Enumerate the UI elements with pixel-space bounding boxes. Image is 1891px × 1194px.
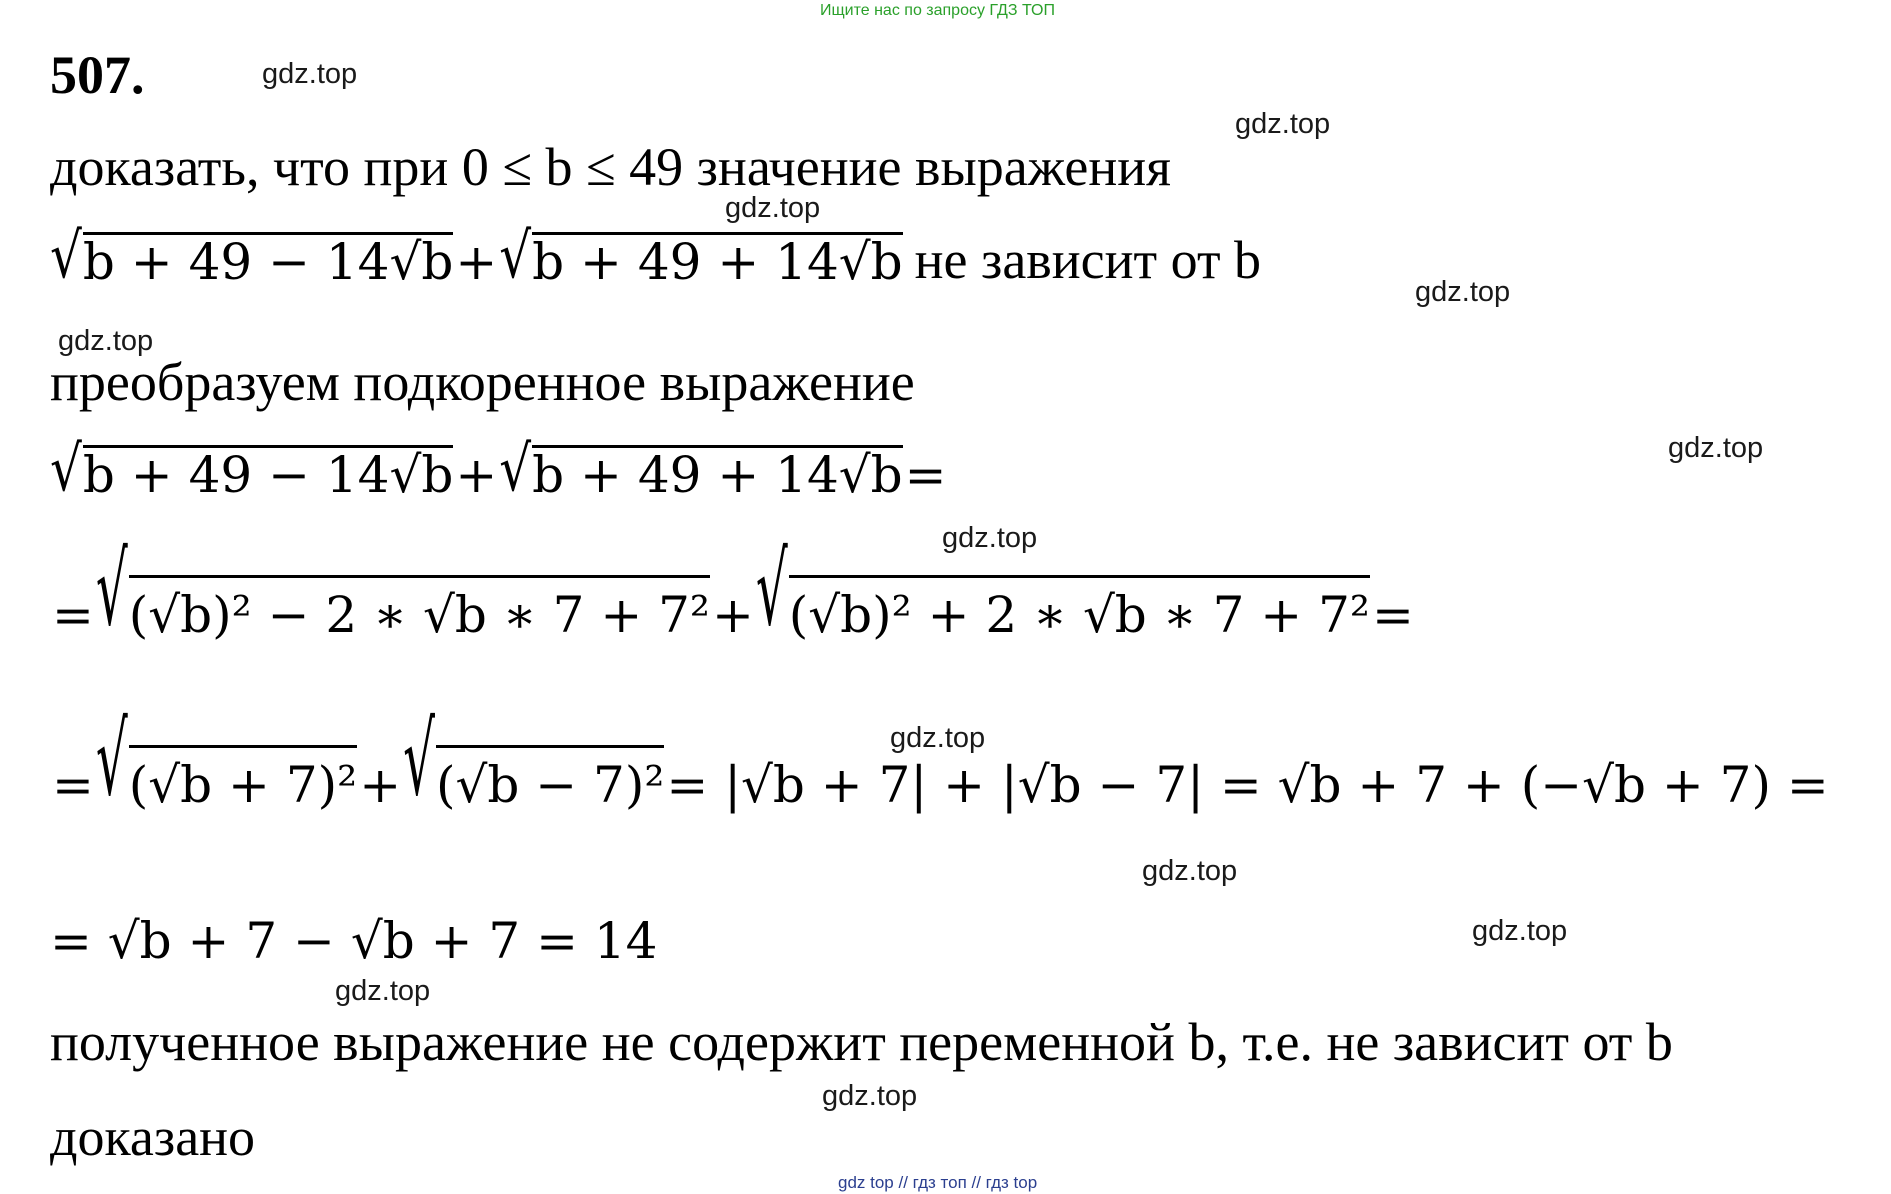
plus-sign: + [711,586,754,644]
equals-sign: = [904,446,947,504]
sqrt-term: √ b + 49 − 14√b [50,219,454,292]
expression-suffix: не зависит от b [914,230,1262,290]
watermark: gdz.top [890,722,986,754]
watermark: gdz.top [942,522,1038,554]
conclusion-text: полученное выражение не содержит переменной b, т.е. не зависит от b [50,1012,1673,1072]
footer-links[interactable]: gdz top // гдз топ // гдз top [838,1173,1038,1192]
step-1 [50,432,949,505]
problem-number: 507. [50,45,145,105]
equals-sign: = [52,586,94,644]
sqrt-term: √ (√b + 7)² [95,702,358,818]
plus-sign: + [455,446,498,504]
proved-text: доказано [50,1107,256,1167]
watermark: gdz.top [58,325,154,357]
watermark: gdz.top [1668,432,1764,464]
sqrt-term: √ (√b)² − 2 ∗ √b ∗ 7 + 7² [95,532,710,648]
step-3-continuation: = |√b + 7| + |√b − 7| = √b + 7 + (−√b + 7) = [666,756,1829,814]
equals-sign: = [52,756,94,814]
intro-text: доказать, что при 0 ≤ b ≤ 49 значение выражения [50,137,1171,197]
watermark: gdz.top [822,1080,918,1112]
sqrt-term: √ b + 49 − 14√b [50,432,454,505]
watermark: gdz.top [335,975,431,1007]
watermark: gdz.top [725,192,821,224]
search-banner[interactable]: Ищите нас по запросу ГДЗ ТОП [820,2,1055,19]
watermark: gdz.top [1235,108,1331,140]
sqrt-term: √ (√b)² + 2 ∗ √b ∗ 7 + 7² [755,532,1370,648]
transform-text: преобразуем подкоренное выражение [50,352,915,412]
sqrt-term: √ (√b − 7)² [403,702,665,818]
watermark: gdz.top [262,58,358,90]
equals-sign: = [1371,586,1414,644]
watermark: gdz.top [1472,915,1568,947]
plus-sign: + [455,233,498,291]
watermark: gdz.top [1142,855,1238,887]
watermark: gdz.top [1415,276,1511,308]
expression-line [50,219,1263,292]
sqrt-term: √ b + 49 + 14√b [499,219,903,292]
sqrt-term: √ b + 49 + 14√b [499,432,903,505]
step-4: = √b + 7 − √b + 7 = 14 [50,912,658,970]
plus-sign: + [359,756,402,814]
